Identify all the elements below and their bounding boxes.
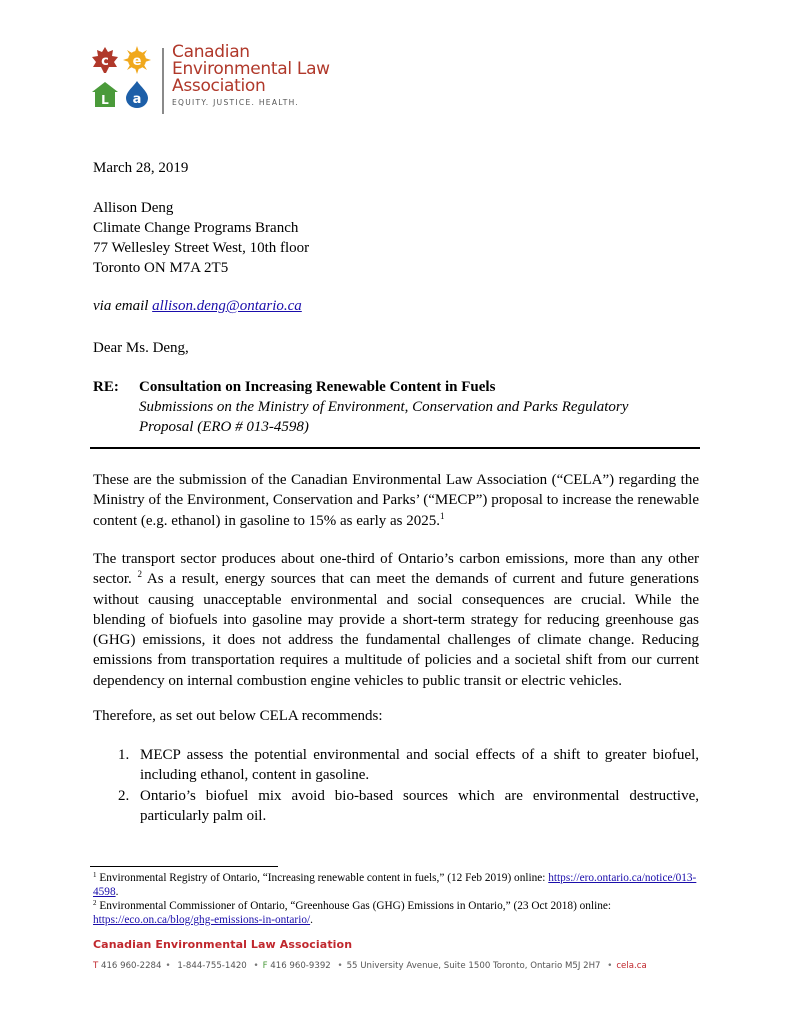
via-email-line [93, 296, 302, 316]
footnote-link[interactable]: https://ero.ontario.ca/notice/013-4598 [93, 872, 697, 898]
paragraph-context-text-a: The transport sector produces about one-third of Ontario’s carbon emissions, more than any other sector. [93, 551, 699, 588]
recommendation-text: Ontario’s biofuel mix avoid bio-based sources which are environmental destructive, particularly palm oil. [140, 787, 699, 824]
footnote-ref-1[interactable]: 1 [440, 510, 445, 521]
recipient-city: Toronto ON M7A 2T5 [93, 260, 229, 276]
sun-e-icon [123, 46, 151, 74]
footnote-number: 2 [93, 899, 97, 907]
re-subtitle-line-1: Submissions on the Ministry of Environment, Conservation and Parks Regulatory [139, 399, 629, 415]
logo-line-2: Environmental Law [172, 59, 330, 79]
recommendation-item [118, 786, 699, 827]
footer-contact-line [93, 961, 647, 971]
footnotes [93, 871, 703, 927]
footer-org-name: Canadian Environmental Law Association [93, 938, 353, 951]
letter-date: March 28, 2019 [93, 160, 189, 176]
recommendation-number: 1. [118, 747, 130, 763]
recommendations-list [118, 745, 699, 826]
bullet-separator: • [337, 961, 343, 971]
footnote-number: 1 [93, 871, 97, 879]
footnote-ref-2[interactable]: 2 [137, 569, 142, 580]
section-divider [90, 447, 700, 449]
recommendation-item [118, 745, 699, 786]
recommendation-number: 2. [118, 787, 130, 804]
svg-text:c: c [101, 54, 109, 69]
footnote-1 [93, 871, 703, 899]
fax-number: 416 960-9392 [270, 961, 331, 971]
footnote-2 [93, 899, 703, 927]
logo-line-1: Canadian [172, 42, 250, 62]
recipient-street: 77 Wellesley Street West, 10th floor [93, 240, 310, 256]
via-prefix: via email [93, 298, 149, 314]
paragraph-context-text-b: As a result, energy sources that can meet the demands of current and future generations without causing unacceptable environmental and social consequences are crucial. While the blending of biofuels into gasoline may provide a short-term strategy for reducing greenhouse gas (GHG) emissions, it does not address the fundamental challenges of climate change. Reducing emissions from transportation requires a multitude of policies and a societal shift from our current dependency on internal combustion engine vehicles to public transit or electric vehicles. [93, 571, 699, 689]
footnote-text: Environmental Commissioner of Ontario, “Greenhouse Gas (GHG) Emissions in Ontario,” (23 Oct 2018) online: [96, 900, 612, 912]
footer-address: 55 University Avenue, Suite 1500 Toronto, Ontario M5J 2H7 [346, 961, 601, 971]
logo-tagline: EQUITY. JUSTICE. HEALTH. [172, 98, 300, 107]
re-label: RE: [93, 379, 119, 395]
recipient-branch: Climate Change Programs Branch [93, 220, 299, 236]
water-drop-a-icon [123, 80, 151, 108]
maple-leaf-c-icon [91, 46, 119, 74]
paragraph-recommendations-intro: Therefore, as set out below CELA recommends: [93, 708, 383, 724]
phone-number: 416 960-2284 [100, 961, 162, 971]
svg-text:e: e [132, 54, 142, 69]
logo-icon-grid [90, 44, 156, 114]
footnote-link[interactable]: https://eco.on.ca/blog/ghg-emissions-in-ontario/ [93, 914, 311, 926]
footnote-separator [90, 866, 278, 867]
greeting: Dear Ms. Deng, [93, 340, 189, 356]
re-title: Consultation on Increasing Renewable Content in Fuels [139, 379, 496, 395]
website-link[interactable]: cela.ca [616, 961, 647, 971]
tollfree-number: 1-844-755-1420 [177, 961, 247, 971]
recommendation-text: MECP assess the potential environmental and social effects of a shift to greater biofuel, including ethanol, content in gasoline. [140, 747, 699, 784]
footnote-end: . [310, 914, 313, 926]
paragraph-intro [93, 470, 699, 531]
paragraph-intro-text: These are the submission of the Canadian Environmental Law Association (“CELA”) regarding the Ministry of the Environment, Conservation and Parks’ (“MECP”) proposal to increase the renewable content (e.g. ethanol) in gasoline to 15% as early as 2025. [93, 472, 699, 529]
logo-wordmark [172, 44, 330, 107]
logo-divider [162, 48, 164, 114]
recipient-address [93, 198, 309, 278]
cela-logo [90, 44, 360, 116]
re-subtitle-line-2: Proposal (ERO # 013-4598) [139, 419, 309, 435]
recipient-name: Allison Deng [93, 200, 174, 216]
footnote-end: . [115, 886, 119, 898]
recipient-email-link[interactable]: allison.deng@ontario.ca [152, 298, 302, 314]
fax-label: F [262, 961, 268, 971]
re-body [139, 377, 628, 437]
footnote-text: Environmental Registry of Ontario, “Increasing renewable content in fuels,” (12 Feb 2019) online: [96, 872, 549, 884]
bullet-separator: • [253, 961, 259, 971]
svg-text:a: a [132, 92, 142, 107]
bullet-separator: • [165, 961, 171, 971]
house-l-icon [91, 80, 119, 108]
phone-label: T [93, 961, 99, 971]
paragraph-context [93, 549, 699, 691]
bullet-separator: • [607, 961, 613, 971]
svg-text:L: L [101, 93, 109, 107]
logo-line-3: Association [172, 76, 266, 96]
